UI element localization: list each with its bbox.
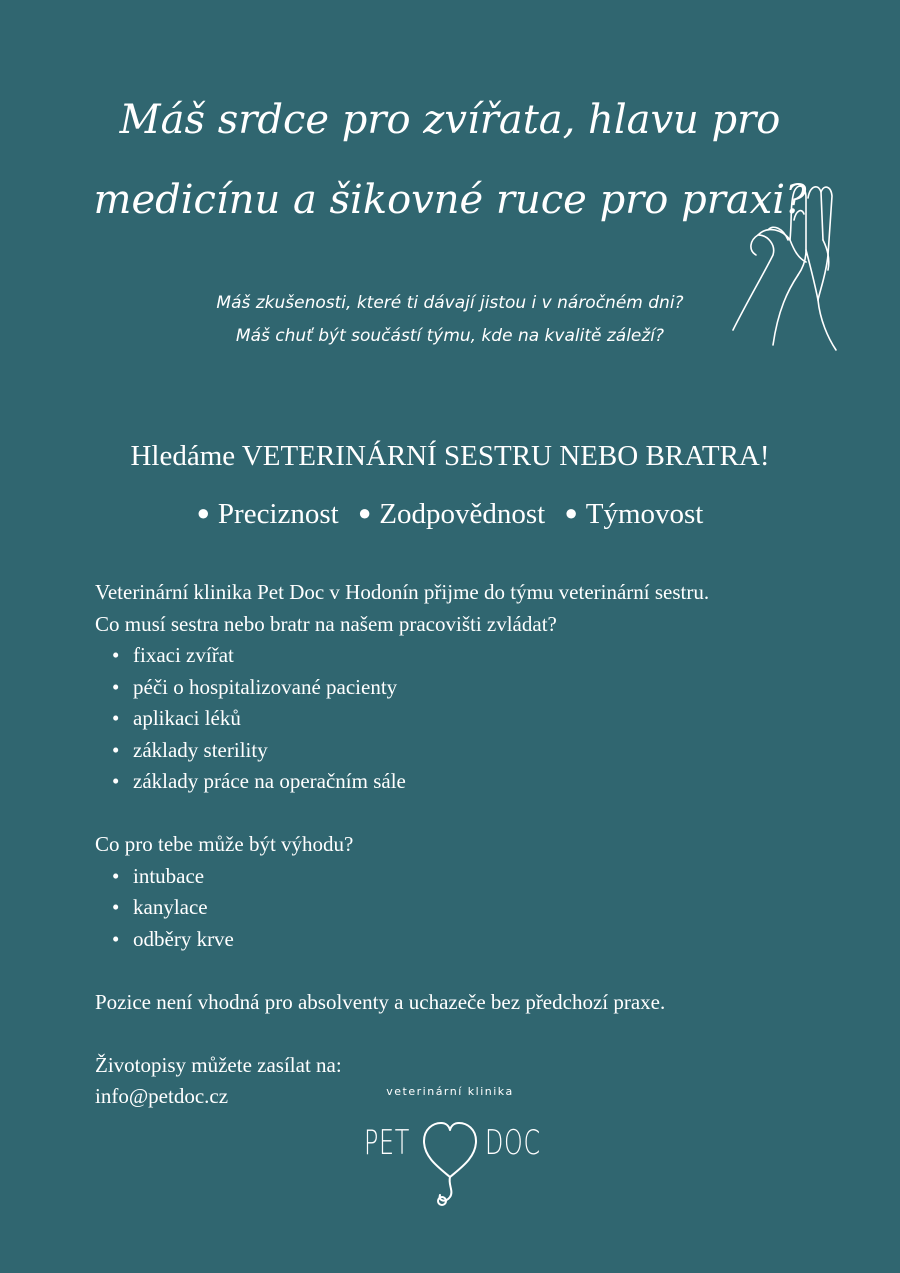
- qualities-row: [0, 498, 900, 531]
- job-description: [95, 577, 835, 1113]
- contact-email[interactable]: info@petdoc.cz: [95, 1084, 229, 1108]
- subline: [180, 287, 720, 353]
- advantages-list: [95, 861, 835, 956]
- quality-item: ● Zodpovědnost: [357, 498, 546, 530]
- subline-line-2: Máš chuť být součástí týmu, kde na kvalitě záleží?: [235, 326, 665, 346]
- logo-text-pet: PET: [364, 1123, 411, 1163]
- list-item: • aplikaci léků: [95, 703, 835, 735]
- logo-subtitle: veterinární klinika: [386, 1085, 514, 1098]
- skills-list: [95, 640, 835, 798]
- hands-high-five-icon: [728, 180, 838, 355]
- list-item: • základy práce na operačním sále: [95, 766, 835, 798]
- petdoc-logo: [360, 1085, 540, 1210]
- list-item: • základy sterility: [95, 735, 835, 767]
- intro-line-2: Co musí sestra nebo bratr na našem pracovišti zvládat?: [95, 611, 557, 636]
- list-item: • odběry krve: [95, 924, 835, 956]
- quality-item: ● Týmovost: [564, 498, 704, 530]
- heart-stethoscope-logo-icon: [420, 1115, 480, 1210]
- subline-line-1: Máš zkušenosti, které ti dávají jistou i v náročném dni?: [216, 293, 684, 313]
- advantage-heading: Co pro tebe může být výhodu?: [95, 832, 354, 856]
- position-heading: Hledáme VETERINÁRNÍ SESTRU NEBO BRATRA!: [130, 440, 770, 472]
- requirement-note: Pozice není vhodná pro absolventy a uchazeče bez předchozí praxe.: [95, 989, 666, 1014]
- list-item: • kanylace: [95, 892, 835, 924]
- intro-line-1: Veterinární klinika Pet Doc v Hodonín přijme do týmu veterinární sestru.: [95, 580, 710, 604]
- contact-label: Životopisy můžete zasílat na:: [95, 1052, 342, 1077]
- list-item: • intubace: [95, 861, 835, 893]
- quality-item: ● Preciznost: [196, 498, 339, 530]
- list-item: • péči o hospitalizované pacienty: [95, 672, 835, 704]
- list-item: • fixaci zvířat: [95, 640, 835, 672]
- headline-line-2: medicínu a šikovné ruce pro praxi?: [93, 177, 807, 223]
- headline: [60, 80, 840, 240]
- headline-line-1: Máš srdce pro zvířata, hlavu pro: [119, 97, 781, 143]
- logo-text-doc: DOC: [485, 1123, 541, 1163]
